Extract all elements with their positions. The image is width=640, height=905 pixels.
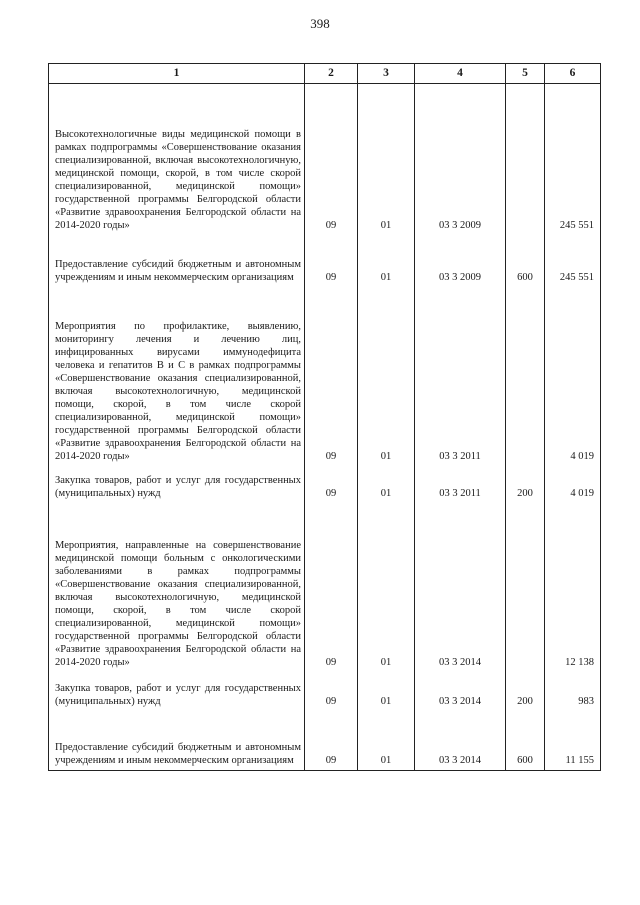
table-row <box>49 235 601 287</box>
row-target-article: 03 3 2014 <box>415 503 506 672</box>
page-number: 398 <box>310 16 330 31</box>
row-description: Закупка товаров, работ и услуг для государственных (муниципальных) нужд <box>49 672 305 711</box>
row-section: 09 <box>305 84 358 235</box>
row-subsection: 01 <box>358 466 415 503</box>
column-header: 3 <box>358 64 415 84</box>
row-section: 09 <box>305 235 358 287</box>
row-subsection: 01 <box>358 84 415 235</box>
row-target-article: 03 3 2011 <box>415 287 506 466</box>
row-target-article: 03 3 2014 <box>415 672 506 711</box>
row-subsection: 01 <box>358 672 415 711</box>
row-subsection: 01 <box>358 287 415 466</box>
column-header: 6 <box>545 64 601 84</box>
row-amount: 245 551 <box>545 235 601 287</box>
row-target-article: 03 3 2014 <box>415 711 506 771</box>
row-section: 09 <box>305 466 358 503</box>
row-amount: 11 155 <box>545 711 601 771</box>
row-description: Высокотехнологичные виды медицинской помощи в рамках подпрограммы «Совершенствование оказания специализированной, включая высокотехнологичную, медицинской помощи, скорой, в том числе скорой специализированной, медицинской помощи» государственной программы Белгородской области «Развитие здравоохранения Белгородской области на 2014-2020 годы» <box>49 84 305 235</box>
row-expense-type: 600 <box>506 711 545 771</box>
column-header: 5 <box>506 64 545 84</box>
column-header: 2 <box>305 64 358 84</box>
column-header: 4 <box>415 64 506 84</box>
row-description: Мероприятия по профилактике, выявлению, мониторингу лечения и лечению лиц, инфицированных вирусами иммунодефицита человека и гепатитов В и С в рамках подпрограммы «Совершенствование оказания специализированной, включая высокотехнологичную, медицинской помощи, скорой, в том числе скорой специализированной, медицинской помощи» государственной программы Белгородской области «Развитие здравоохранения Белгородской области на 2014-2020 годы» <box>49 287 305 466</box>
row-section: 09 <box>305 287 358 466</box>
row-amount: 4 019 <box>545 466 601 503</box>
row-amount: 4 019 <box>545 287 601 466</box>
row-description: Предоставление субсидий бюджетным и автономным учреждениям и иным некоммерческим организациям <box>49 235 305 287</box>
row-section: 09 <box>305 711 358 771</box>
row-amount: 245 551 <box>545 84 601 235</box>
row-expense-type: 200 <box>506 466 545 503</box>
row-subsection: 01 <box>358 711 415 771</box>
table-header-row <box>49 64 601 84</box>
row-target-article: 03 3 2011 <box>415 466 506 503</box>
row-expense-type <box>506 84 545 235</box>
table-row <box>49 466 601 503</box>
table-row <box>49 287 601 466</box>
row-description: Предоставление субсидий бюджетным и автономным учреждениям и иным некоммерческим организациям <box>49 711 305 771</box>
table-row <box>49 84 601 235</box>
table-row <box>49 503 601 672</box>
row-description: Закупка товаров, работ и услуг для государственных (муниципальных) нужд <box>49 466 305 503</box>
row-subsection: 01 <box>358 503 415 672</box>
row-section: 09 <box>305 672 358 711</box>
row-subsection: 01 <box>358 235 415 287</box>
row-amount: 983 <box>545 672 601 711</box>
row-section: 09 <box>305 503 358 672</box>
row-expense-type: 600 <box>506 235 545 287</box>
budget-table <box>48 63 601 771</box>
table-row <box>49 672 601 711</box>
row-target-article: 03 3 2009 <box>415 235 506 287</box>
table-row <box>49 711 601 771</box>
row-expense-type: 200 <box>506 672 545 711</box>
row-amount: 12 138 <box>545 503 601 672</box>
row-expense-type <box>506 503 545 672</box>
row-expense-type <box>506 287 545 466</box>
column-header: 1 <box>49 64 305 84</box>
row-target-article: 03 3 2009 <box>415 84 506 235</box>
row-description: Мероприятия, направленные на совершенствование медицинской помощи больным с онкологическими заболеваниями в рамках подпрограммы «Совершенствование оказания специализированной, включая высокотехнологичную, медицинской помощи, скорой, в том числе скорой специализированной, медицинской помощи» государственной программы Белгородской области «Развитие здравоохранения Белгородской области на 2014-2020 годы» <box>49 503 305 672</box>
